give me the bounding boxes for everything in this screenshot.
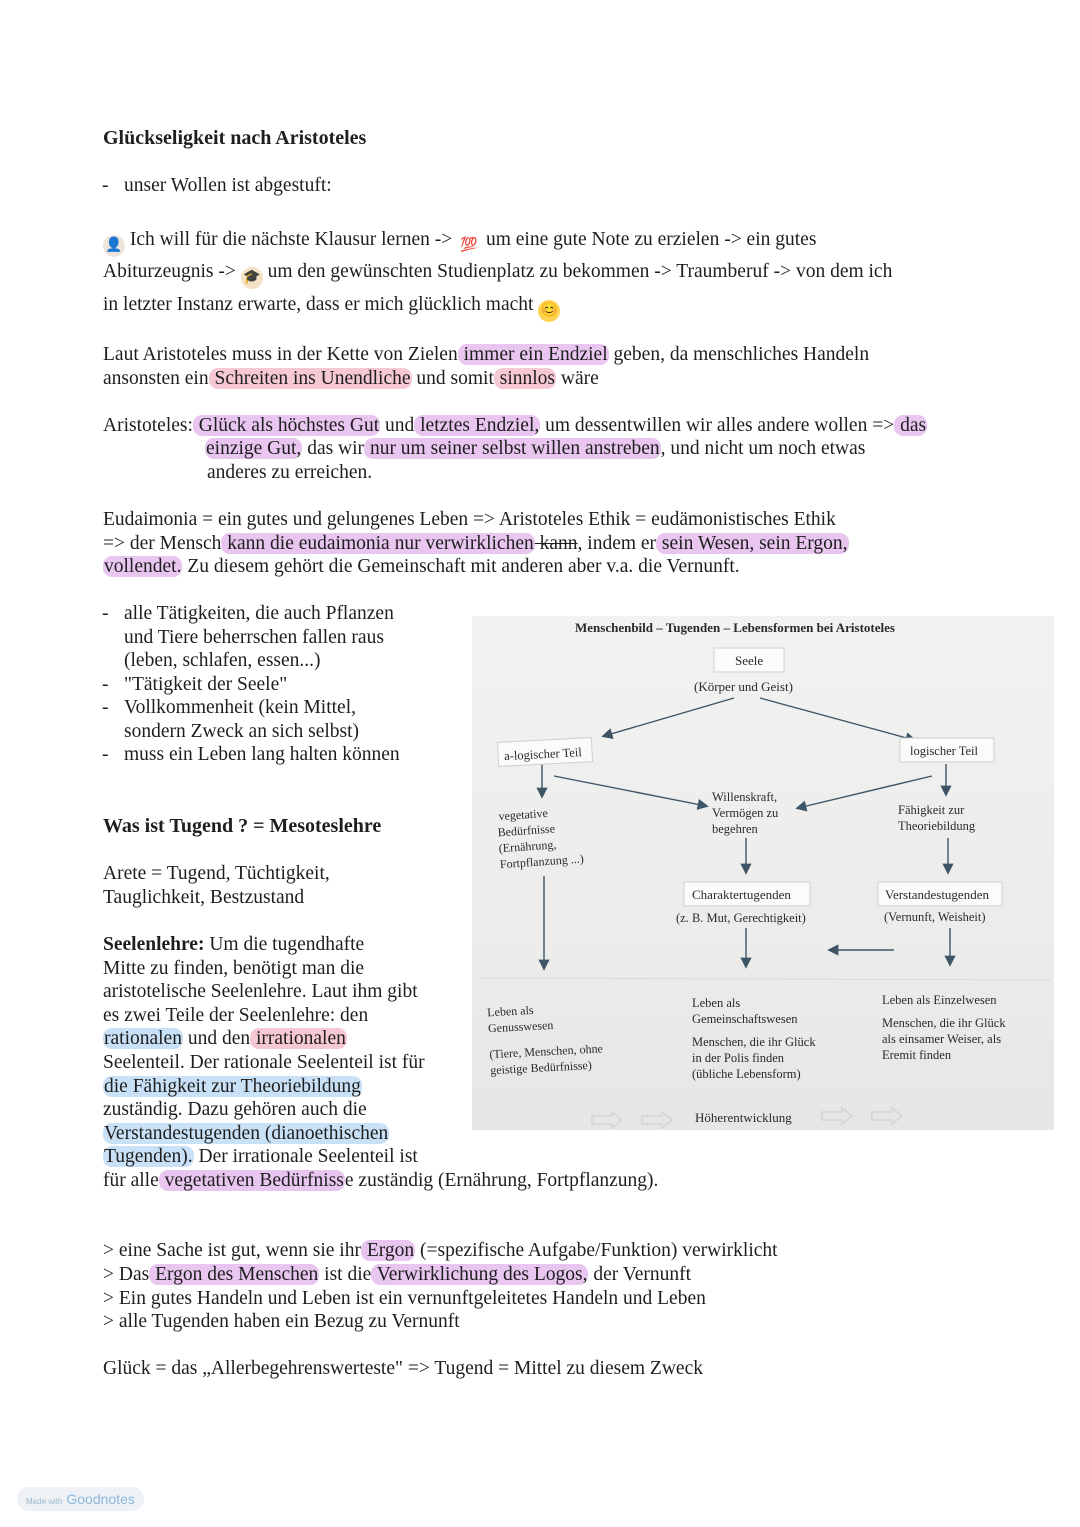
svg-text:(Tiere, Menschen, ohne: (Tiere, Menschen, ohne xyxy=(489,1041,604,1062)
seelenlehre-block: Seelenlehre: Um die tugendhafte Mitte zu finden, benötigt man die aristotelische Seelenlehre. Laut ihm gibt es zwei Teile der Seelenlehre: den rationalen und den irrationalen Seelenteil. Der rationale Seelenteil ist für die Fähigkeit zur Theoriebildung zuständig. Dazu gehören auch die Verstandestugenden (dianoethischen Tugenden). Der irrationale Seelenteil ist für alle vegetativen Bedürfnisse zuständig (Ernährung, Fortpflanzung). xyxy=(103,934,659,1191)
vegetativ-text xyxy=(496,804,584,872)
ergon-line-4: > alle Tugenden haben ein Bezug zu Vernunft xyxy=(103,1311,460,1332)
ergon-line-1: > eine Sache ist gut, wenn sie ihr Ergon (=spezifische Aufgabe/Funktion) verwirklicht xyxy=(103,1240,778,1261)
bullet-list xyxy=(103,602,463,767)
intro-bullet: - unser Wollen ist abgestuft: xyxy=(103,174,332,198)
svg-text:Willenskraft,: Willenskraft, xyxy=(712,790,778,804)
svg-text:in der Polis finden: in der Polis finden xyxy=(692,1051,785,1065)
svg-text:Leben als: Leben als xyxy=(692,996,741,1010)
svg-text:Fähigkeit zur: Fähigkeit zur xyxy=(898,803,965,817)
logisch-label: logischer Teil xyxy=(910,744,978,758)
svg-text:Menschen, die ihr Glück: Menschen, die ihr Glück xyxy=(692,1035,816,1049)
list-item: - alle Tätigkeiten, die auch Pflanzen und Tiere beherrschen fallen raus (leben, schlafen, essen...) xyxy=(103,602,463,673)
hundred-points-icon: 💯 xyxy=(460,238,478,253)
arrow xyxy=(604,698,734,736)
svg-text:Fortpflanzung ...): Fortpflanzung ...) xyxy=(499,851,585,872)
svg-text:geistige Bedürfnisse): geistige Bedürfnisse) xyxy=(489,1057,593,1078)
svg-text:Gemeinschaftswesen: Gemeinschaftswesen xyxy=(692,1012,798,1026)
eudaimonia-line-3: vollendet. Zu diesem gehört die Gemeinschaft mit anderen aber v.a. die Vernunft. xyxy=(104,556,740,577)
svg-text:als einsamer Weiser, als: als einsamer Weiser, als xyxy=(882,1032,1002,1046)
eudaimonia-line-2: => der Mensch kann die eudaimonia nur verwirklichen kann, indem er sein Wesen, sein Ergon, xyxy=(103,533,848,554)
arete-line-2: Tauglichkeit, Bestzustand xyxy=(103,887,305,908)
student-icon: 🎓 xyxy=(241,267,263,289)
gut-line-3: anderes zu erreichen. xyxy=(207,462,373,483)
svg-text:Bedürfnisse: Bedürfnisse xyxy=(497,821,556,840)
svg-text:(Ernährung,: (Ernährung, xyxy=(498,837,557,856)
svg-text:Leben als: Leben als xyxy=(486,1002,534,1020)
person-icon: 👤 xyxy=(103,235,125,257)
list-item: - "Tätigkeit der Seele" xyxy=(103,673,463,697)
svg-text:Leben als Einzelwesen: Leben als Einzelwesen xyxy=(882,993,997,1007)
arrow xyxy=(554,776,706,806)
eudaimonia-line-1: Eudaimonia = ein gutes und gelungenes Leben => Aristoteles Ethik = eudämonistisches Ethik xyxy=(103,509,836,530)
faehigkeit-text xyxy=(898,803,976,833)
alogisch-label: a-logischer Teil xyxy=(503,745,583,764)
tugend-heading: Was ist Tugend ? = Mesoteslehre xyxy=(103,815,382,837)
seele-label: Seele xyxy=(735,653,764,668)
willen-text xyxy=(712,790,779,836)
list-item: - muss ein Leben lang halten können xyxy=(103,743,463,767)
gemeinschaft-text xyxy=(692,996,816,1081)
smile-icon: 😊 xyxy=(538,300,560,322)
einzel-text xyxy=(882,993,1006,1062)
example-line-3: in letzter Instanz erwarte, dass er mich glücklich macht 😊 xyxy=(103,293,560,322)
goodnotes-badge[interactable]: Made with Goodnotes xyxy=(17,1487,144,1511)
diagram-image xyxy=(472,616,1054,1130)
diagram-title: Menschenbild – Tugenden – Lebensformen bei Aristoteles xyxy=(575,620,895,635)
chain-line-2: ansonsten ein Schreiten ins Unendliche und somit sinnlos wäre xyxy=(103,368,599,389)
arete-line-1: Arete = Tugend, Tüchtigkeit, xyxy=(103,863,330,884)
svg-text:Genusswesen: Genusswesen xyxy=(487,1017,554,1036)
svg-text:Theoriebildung: Theoriebildung xyxy=(898,819,976,833)
gut-line-2: einzige Gut, das wir nur um seiner selbst willen anstreben, und nicht um noch etwas xyxy=(206,438,866,459)
charakter-label: Charaktertugenden xyxy=(692,887,791,902)
ergon-line-2: > Das Ergon des Menschen ist die Verwirklichung des Logos, der Vernunft xyxy=(103,1264,692,1285)
seele-sub: (Körper und Geist) xyxy=(694,679,793,694)
example-line-1: 👤 Ich will für die nächste Klausur lernen -> 💯 um eine gute Note zu erzielen -> ein gutes xyxy=(103,228,816,257)
example-line-2: Abiturzeugnis -> 🎓 um den gewünschten Studienplatz zu bekommen -> Traumberuf -> von dem ich xyxy=(103,260,892,289)
diagram-svg xyxy=(472,616,1054,1130)
genuss-text xyxy=(487,999,604,1077)
verstand-sub: (Vernunft, Weisheit) xyxy=(884,910,986,924)
svg-text:Eremit finden: Eremit finden xyxy=(882,1048,952,1062)
list-item: - Vollkommenheit (kein Mittel, sondern Zweck an sich selbst) xyxy=(103,696,463,743)
ergon-line-3: > Ein gutes Handeln und Leben ist ein vernunftgeleitetes Handeln und Leben xyxy=(103,1288,706,1309)
arrow xyxy=(760,698,914,740)
svg-text:Menschen, die ihr Glück: Menschen, die ihr Glück xyxy=(882,1016,1006,1030)
gut-line-1: Aristoteles: Glück als höchstes Gut und letztes Endziel, um dessentwillen wir alles andere wollen => das xyxy=(103,415,927,436)
hoeher-label: Höherentwicklung xyxy=(695,1110,792,1125)
glueck-line: Glück = das „Allerbegehrenswerteste" => Tugend = Mittel zu diesem Zweck xyxy=(103,1358,703,1379)
page-title: Glückseligkeit nach Aristoteles xyxy=(103,127,367,149)
divider xyxy=(480,978,1050,980)
chain-line-1: Laut Aristoteles muss in der Kette von Zielen immer ein Endziel geben, da menschliches Handeln xyxy=(103,344,870,365)
svg-text:Vermögen zu: Vermögen zu xyxy=(712,806,779,820)
svg-text:vegetative: vegetative xyxy=(498,805,549,824)
svg-text:(übliche Lebensform): (übliche Lebensform) xyxy=(692,1067,801,1081)
svg-text:begehren: begehren xyxy=(712,822,758,836)
verstand-label: Verstandestugenden xyxy=(885,887,989,902)
charakter-sub: (z. B. Mut, Gerechtigkeit) xyxy=(676,911,806,925)
